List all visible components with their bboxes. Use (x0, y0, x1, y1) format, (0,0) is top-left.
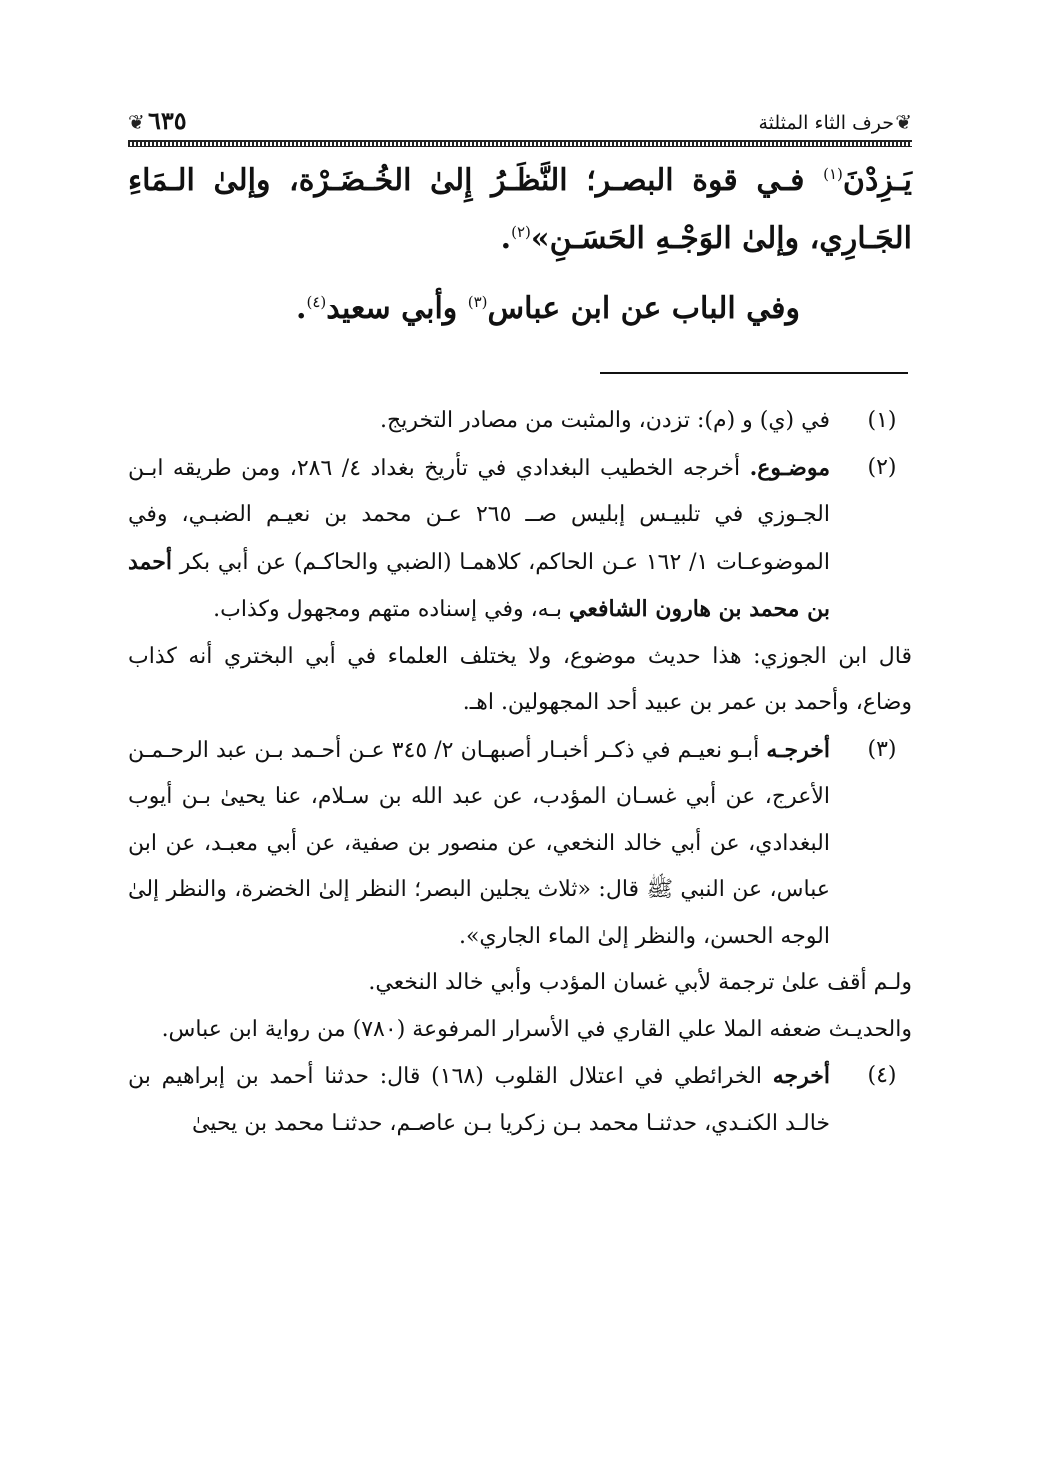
footnote-1 (128, 398, 912, 445)
footnote-text-segment: بـه، وفي إسناده متهم ومجهول وكذاب. (213, 597, 570, 622)
main-text-segment: وأبي سعيد (326, 291, 468, 326)
footnote-lead: أخرجـه (766, 736, 831, 763)
page-number: ٦٣٥ (148, 106, 187, 135)
section-title: حرف الثاء المثلثة (758, 112, 894, 134)
main-text-segment: فـي قوة البصـر؛ النَّظَـرُ إِلىٰ الخُـضَـرْة، وإلىٰ الـمَاءِ الجَـارِي، وإلىٰ الوَجْـهِ الحَسَـنِ» (128, 163, 912, 256)
main-text-segment: وفي الباب عن ابن عباس (487, 291, 800, 326)
footnote-continuation: ولـم أقف علىٰ ترجمة لأبي غسان المؤدب وأبي خالد النخعي. (368, 970, 912, 995)
footnote-lead: موضـوع. (749, 454, 830, 481)
footnote-text-segment: أخرجه الخطيب البغدادي في تأريخ بغداد ٤/ ٢٨٦، ومن طريقه ابـن الجـوزي في تلبيـس إبليس صــ ٢٦٥ عـن محمد بن نعيـم الضبـي، وفي الموضوعـات ١/ ١٦٢ عـن الحاكم، كلاهمـا (الضبي والحاكـم) عن أبي بكر (128, 455, 830, 575)
header-ornament-right-icon: ❦ (895, 110, 912, 134)
running-header (128, 104, 912, 144)
footnote-text-segment: أبـو نعيـم في ذكـر أخبـار أصبهـان ٢/ ٣٤٥ عـن أحـمد بـن عبد الرحـمـن الأعرج، عن أبي غسـان المؤدب، عن عبد الله بن سـلام، عنا يحيىٰ بـن أيوب البغدادي، عن أبي خالد النخعي، عن منصور بن صفية، عن أبي معبـد، عن ابن عباس، عن النبي ﷺ قال: «ثلاث يجلين البصر؛ النظر إلىٰ الخضرة، والنظر إلىٰ الوجه الحسن، والنظر إلىٰ الماء الجاري». (128, 737, 830, 949)
footnote-bold-name: أحمد بن محمد بن هارون الشافعي (128, 548, 830, 622)
main-text-segment: يَـزِدْنَ (842, 163, 912, 198)
footnote-text (128, 727, 830, 961)
footnote-2 (128, 445, 912, 727)
main-text-segment: . (296, 291, 307, 326)
main-text (128, 152, 912, 338)
main-paragraph-2 (128, 280, 912, 338)
footnote-ref-1[interactable]: (١) (823, 165, 843, 183)
footnote-number: (٤) (867, 1063, 897, 1088)
header-rule (128, 140, 912, 147)
footnote-text (128, 1053, 830, 1147)
footnote-text (128, 445, 830, 634)
footnote-lead: أخرجه (772, 1063, 830, 1089)
main-paragraph-1 (128, 152, 912, 268)
footnote-number: (٣) (867, 736, 897, 762)
main-text-segment: . (500, 221, 512, 256)
footnote-text: في (ي) و (م): تزدن، والمثبت من مصادر التخريج. (380, 408, 830, 433)
footnotes (128, 398, 912, 1147)
footnote-continuation: قال ابن الجوزي: هذا حديث موضوع، ولا يختلف العلماء في أبي البختري أنه كذاب وضاع، وأحمد بن عمر بن عبيد أحد المجهولين. اهـ. (128, 643, 912, 715)
footnote-ref-3[interactable]: (٣) (467, 293, 488, 311)
footnote-4 (128, 1053, 912, 1147)
footnote-separator (600, 372, 908, 374)
footnote-number: (٢) (867, 454, 897, 480)
footnote-continuation: والحديـث ضعفه الملا علي القاري في الأسرار المرفوعة (٧٨٠) من رواية ابن عباس. (161, 1016, 912, 1042)
footnote-number: (١) (867, 408, 897, 433)
header-ornament-left-icon: ❦ (128, 110, 145, 134)
footnote-3 (128, 727, 912, 1054)
footnote-ref-2[interactable]: (٢) (511, 223, 531, 241)
footnote-ref-4[interactable]: (٤) (306, 293, 327, 311)
footnote-text-segment: الخرائطي في اعتلال القلوب (١٦٨) قال: حدثنا أحمد بن إبراهيم بن خالـد الكنـدي، حدثنـا محمد بـن زكريا بـن عاصـم، حدثنـا محمد بن يحيىٰ (128, 1064, 830, 1136)
